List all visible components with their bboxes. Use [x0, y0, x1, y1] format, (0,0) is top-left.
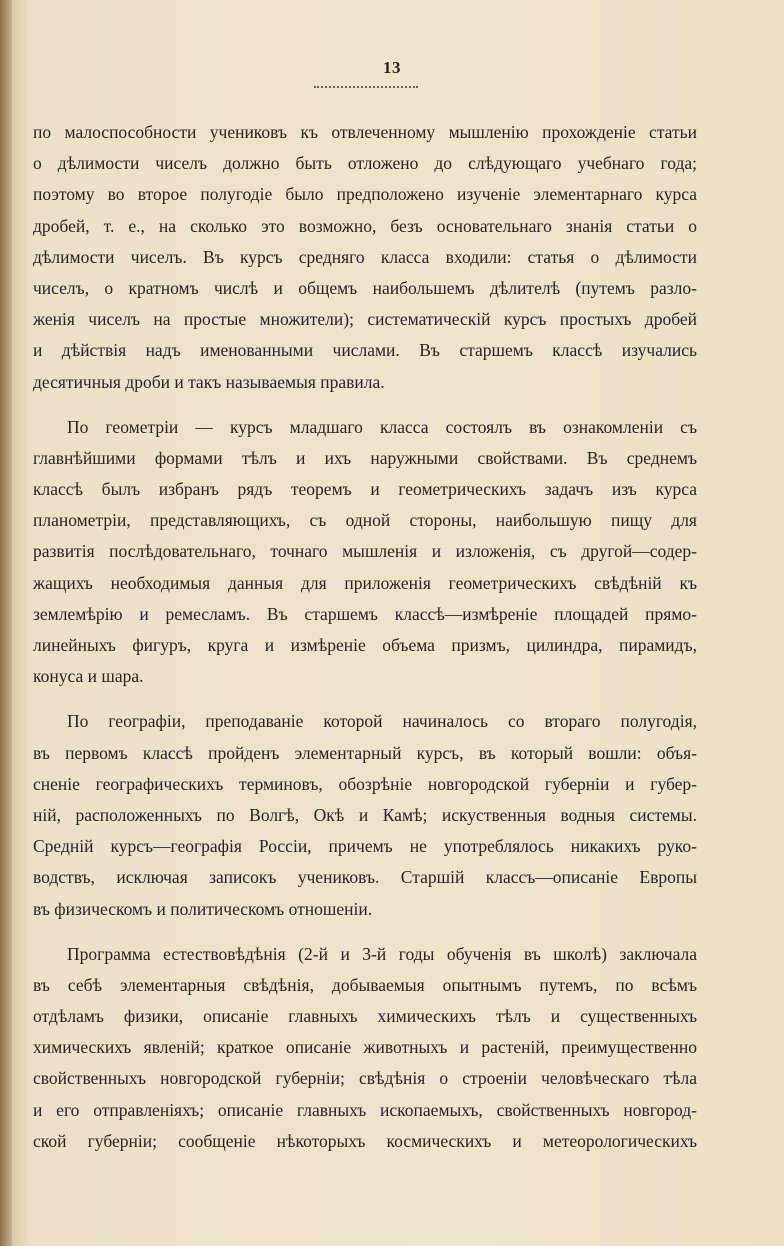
text-line: Средній курсъ—географія Россіи, причемъ не употреблялось никакихъ руко- [33, 836, 697, 857]
paragraph-natural-science [33, 939, 697, 1157]
text-line: химическихъ явленій; краткое описаніе животныхъ и растеній, преимущественно [33, 1037, 697, 1058]
text-line: ской губерніи; сообщеніе нѣкоторыхъ космическихъ и метеорологическихъ [33, 1130, 697, 1151]
text-line: водствъ, исключая записокъ учениковъ. Старшій классъ—описаніе Европы [33, 867, 697, 888]
paragraph-arithmetic [33, 117, 697, 398]
paragraph-geometry [33, 412, 697, 693]
text-line: конуса и шара. [33, 666, 144, 687]
text-line: и дѣйствія надъ именованными числами. Въ старшемъ классѣ изучались [33, 340, 697, 361]
text-line: землемѣрію и ремесламъ. Въ старшемъ классѣ—измѣреніе площадей прямо- [33, 603, 697, 624]
text-line: по малоспособности учениковъ къ отвлеченному мышленію прохожденіе статьи [33, 122, 697, 142]
text-line: десятичныя дроби и такъ называемыя правила. [33, 371, 385, 392]
text-line: въ первомъ классѣ пройденъ элементарный курсъ, въ который вошли: объя- [33, 742, 697, 763]
text-line: женія чиселъ на простые множители); систематическій курсъ простыхъ дробей [33, 309, 697, 330]
text-line: главнѣйшими формами тѣлъ и ихъ наружными свойствами. Въ среднемъ [33, 447, 697, 468]
text-line: По геометріи — курсъ младшаго класса состоялъ въ ознакомленіи съ [67, 416, 697, 437]
text-line: чиселъ, о кратномъ числѣ и общемъ наибольшемъ дѣлителѣ (путемъ разло- [33, 277, 697, 298]
text-line: Программа естествовѣдѣнія (2-й и 3-й годы обученія въ школѣ) заключала [67, 943, 697, 964]
text-line: дробей, т. е., на сколько это возможно, безъ основательнаго знанія статьи о [33, 215, 697, 236]
text-line: поэтому во второе полугодіе было предположено изученіе элементарнаго курса [33, 184, 697, 205]
text-line: линейныхъ фигуръ, круга и измѣреніе объема призмъ, цилиндра, пирамидъ, [33, 635, 697, 655]
text-line: развитія послѣдовательнаго, точнаго мышленія и изложенія, съ другой—содер- [33, 541, 697, 562]
body-text [33, 117, 697, 1171]
text-line: дѣлимости чиселъ. Въ курсъ средняго класса входили: статья о дѣлимости [33, 246, 697, 267]
text-line: свойственныхъ новгородской губерніи; свѣдѣнія о строеніи человѣческаго тѣла [33, 1068, 697, 1089]
text-line: классѣ былъ избранъ рядъ теоремъ и геометрическихъ задачъ изъ курса [33, 479, 697, 500]
text-line: о дѣлимости чиселъ должно быть отложено до слѣдующаго учебнаго года; [33, 153, 697, 174]
text-line: жащихъ необходимыя данныя для приложенія геометрическихъ свѣдѣній къ [33, 572, 697, 593]
book-spine-edge [0, 0, 12, 1246]
page-number-rule [314, 86, 418, 88]
text-line: планометріи, представляющихъ, съ одной стороны, наибольшую пищу для [33, 510, 697, 531]
text-line: въ физическомъ и политическомъ отношеніи. [33, 898, 373, 919]
paragraph-geography [33, 706, 697, 924]
text-line: и его отправленіяхъ; описаніе главныхъ ископаемыхъ, свойственныхъ новгород- [33, 1099, 697, 1120]
text-line: отдѣламъ физики, описаніе главныхъ химическихъ тѣлъ и существенныхъ [33, 1006, 697, 1027]
page-number: 13 [383, 58, 401, 77]
text-line: По географіи, преподаваніе которой начиналось со втораго полугодія, [67, 711, 697, 732]
text-line: въ себѣ элементарныя свѣдѣнія, добываемыя опытнымъ путемъ, по всѣмъ [33, 974, 697, 995]
text-line: сненіе географическихъ терминовъ, обозрѣніе новгородской губерніи и губер- [33, 773, 697, 794]
text-line: ній, расположенныхъ по Волгѣ, Окѣ и Камѣ; искуственныя водныя системы. [33, 804, 697, 825]
